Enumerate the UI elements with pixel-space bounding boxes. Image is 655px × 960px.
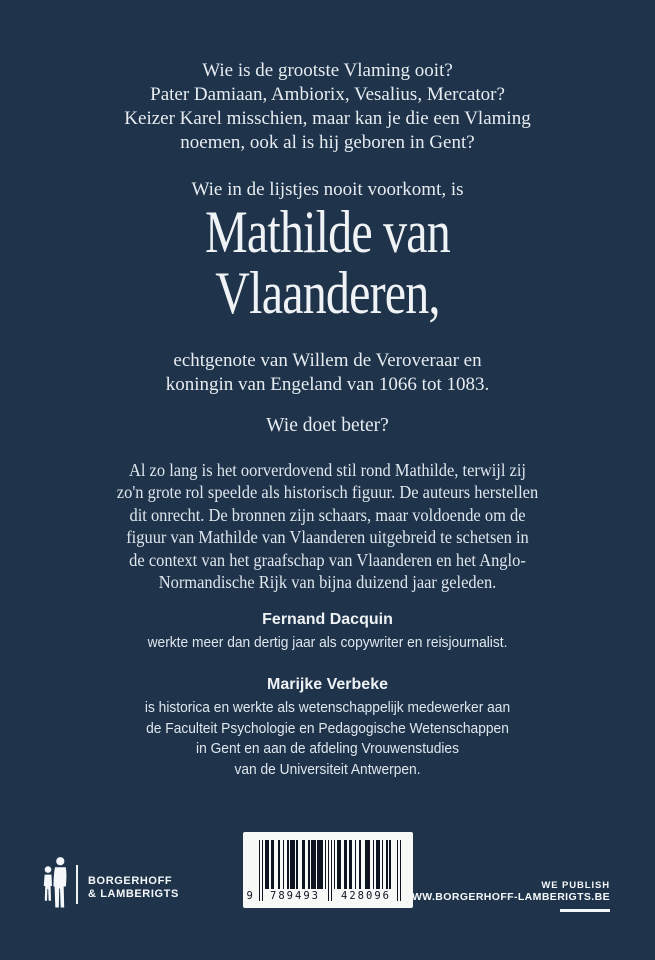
description-line: Al zo lang is het oorverdovend stil rond Mathilde, terwijl zij <box>128 460 527 480</box>
intro-line: noemen, ook al is hij geboren in Gent? <box>180 132 475 153</box>
subtitle-line: echtgenote van Willem de Veroveraar en <box>173 350 482 371</box>
description-line: zo'n grote rol speelde als historisch figuur. De auteurs herstellen <box>116 482 539 503</box>
isbn-digits-left: 789493 <box>270 890 320 902</box>
author-name-marijke-verbeke: Marijke Verbeke <box>267 676 388 693</box>
isbn-digit-first: 9 <box>246 890 255 902</box>
subtitle-line: koningin van Engeland van 1066 tot 1083. <box>165 374 490 395</box>
description-line: Normandische Rijk van bijna duizend jaar geleden. <box>158 572 497 593</box>
description-line: de context van het graafschap van Vlaanderen en het Anglo- <box>129 549 526 570</box>
intro-line: Wie is de grootste Vlaming ooit? <box>202 60 453 81</box>
logo-divider <box>76 865 78 904</box>
book-title-line: Mathilde van <box>204 199 450 265</box>
publisher-website-block <box>402 880 610 912</box>
intro-line: Pater Damiaan, Ambiorix, Vesalius, Mercator? <box>150 84 505 105</box>
author-bio-marijke-verbeke <box>16 698 638 780</box>
book-description <box>20 459 636 593</box>
book-title-line: Vlaanderen, <box>215 260 440 326</box>
subtitle <box>0 349 655 397</box>
publisher-name-line: & LAMBERIGTS <box>88 888 179 900</box>
closing-question: Wie doet beter? <box>266 415 389 436</box>
author-bio-line: is historica en werkte als wetenschappelijk medewerker aan <box>144 700 511 716</box>
publisher-website: WWW.BORGERHOFF-LAMBERIGTS.BE <box>401 891 610 903</box>
intro-questions <box>0 59 655 155</box>
author-bio-fernand-dacquin <box>16 633 638 654</box>
author-bio-line: van de Universiteit Antwerpen. <box>234 761 421 778</box>
walking-figures-icon <box>41 856 71 914</box>
intro-line: Keizer Karel misschien, maar kan je die een Vlaming <box>124 108 531 129</box>
website-underline <box>560 909 610 912</box>
book-title <box>66 199 590 326</box>
author-bio-line: werkte meer dan dertig jaar als copywriter en reisjournalist. <box>147 635 508 651</box>
author-bio-line: in Gent en aan de afdeling Vrouwenstudies <box>196 741 459 757</box>
author-name-fernand-dacquin: Fernand Dacquin <box>262 611 393 628</box>
isbn-barcode <box>243 832 413 908</box>
description-line: figuur van Mathilde van Vlaanderen uitgebreid te schetsen in <box>126 527 529 548</box>
lead-in-text: Wie in de lijstjes nooit voorkomt, is <box>191 179 464 200</box>
author-bio-line: de Faculteit Psychologie en Pedagogische Wetenschappen <box>146 720 509 737</box>
publisher-name <box>88 875 179 901</box>
publisher-tagline: WE PUBLISH <box>541 880 610 891</box>
publisher-name-line: BORGERHOFF <box>88 875 173 887</box>
isbn-digits-right: 428096 <box>341 890 391 902</box>
description-line: dit onrecht. De bronnen zijn schaars, maar voldoende om de <box>129 504 526 525</box>
